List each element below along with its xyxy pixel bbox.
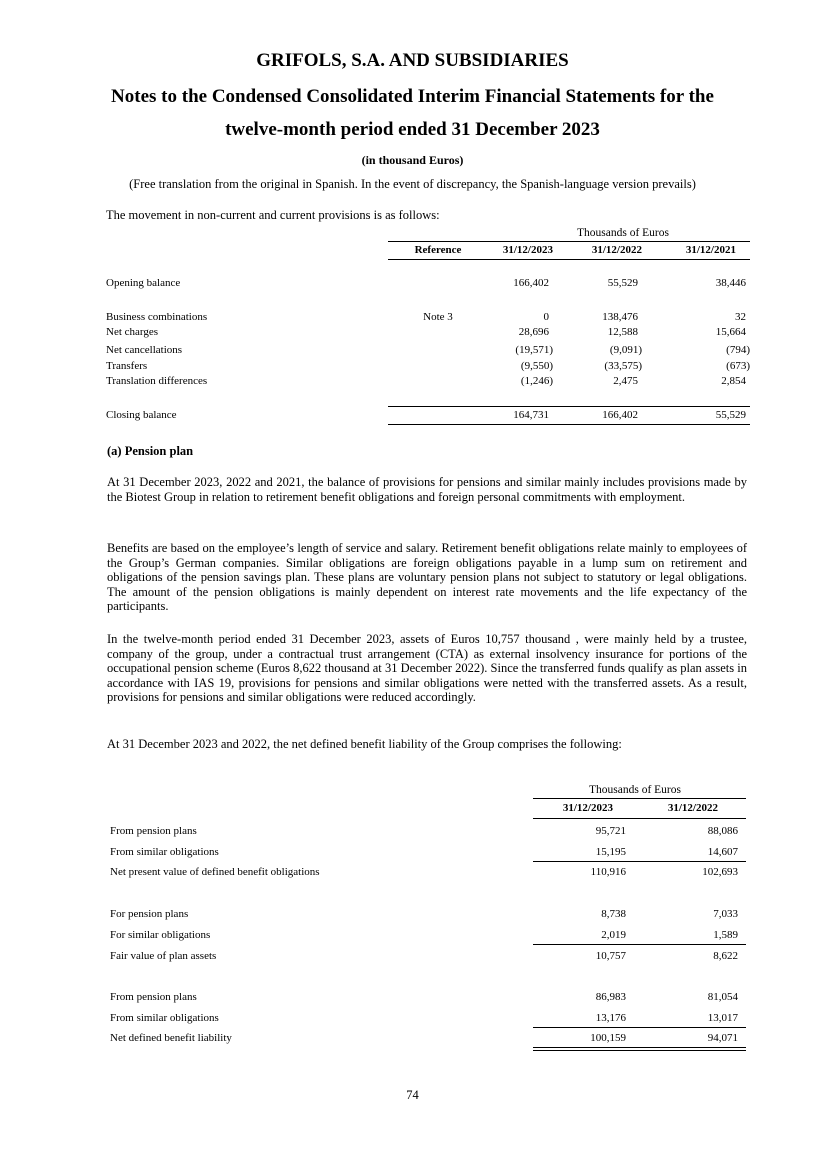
table-cell: 102,693 [702, 866, 738, 878]
subtotal-rule [533, 944, 746, 945]
table-cell: 86,983 [595, 991, 626, 1003]
table-cell: 94,071 [707, 1032, 738, 1044]
group-header-rule [533, 798, 746, 799]
table-row-label: From pension plans [110, 825, 197, 837]
table-row-label: Net defined benefit liability [110, 1032, 232, 1044]
table-cell: (33,575) [604, 360, 642, 372]
table-cell: 15,664 [715, 326, 746, 338]
table-row-label: For pension plans [110, 908, 189, 920]
table-cell: 0 [543, 311, 549, 323]
table-cell: (19,571) [515, 344, 553, 356]
table-row-label: Net present value of defined benefit obligations [110, 866, 320, 878]
total-bottom-rule-2 [533, 1050, 746, 1051]
table-cell: (1,246) [520, 375, 553, 387]
header-bottom-rule [533, 818, 746, 819]
table-cell: 10,757 [595, 950, 626, 962]
table-cell: 8,738 [601, 908, 626, 920]
table-group-header: Thousands of Euros [577, 227, 669, 239]
paragraph-1: At 31 December 2023, 2022 and 2021, the balance of provisions for pensions and similar mainly includes provisions made by the Biotest Group in relation to retirement benefit obligations and foreign personal commitments with employment. [107, 475, 747, 504]
table-row-label: Net cancellations [106, 344, 183, 356]
table-cell: 164,731 [513, 409, 549, 421]
table-cell: 166,402 [513, 277, 549, 289]
table-cell: 2,475 [613, 375, 638, 387]
paragraph-2: Benefits are based on the employee’s length of service and salary. Retirement benefit obligations relate mainly to employees of the Group’s German companies. Similar obligations are foreign obligations payable in a lump sum on retirement and obligations of the pension savings plan. These plans are voluntary pension plans not subject to statutory or legal obligations. The amount of the pension obligations is mainly dependent on interest rate movements and the life expectancy of the participants. [107, 541, 747, 614]
table-cell: 7,033 [713, 908, 738, 920]
table-cell: 1,589 [713, 929, 738, 941]
table-cell: 32 [735, 311, 746, 323]
translation-note: (Free translation from the original in Spanish. In the event of discrepancy, the Spanish-language version prevails) [129, 177, 696, 191]
table-cell: 12,588 [607, 326, 638, 338]
table-cell: 13,017 [707, 1012, 738, 1024]
table-group-header: Thousands of Euros [589, 784, 681, 796]
total-bottom-rule-1 [533, 1047, 746, 1048]
company-name: GRIFOLS, S.A. AND SUBSIDIARIES [256, 50, 569, 71]
table-cell: (794) [726, 344, 750, 356]
column-header-2023: 31/12/2023 [502, 244, 553, 256]
section-heading-pension-plan: (a) Pension plan [107, 444, 194, 458]
table-cell-reference: Note 3 [423, 311, 453, 323]
provisions-intro: The movement in non-current and current provisions is as follows: [106, 208, 440, 222]
column-header-2021: 31/12/2021 [685, 244, 736, 256]
column-header-2023: 31/12/2023 [562, 802, 613, 814]
table-cell: 14,607 [707, 846, 738, 858]
page-title-line-1: Notes to the Condensed Consolidated Interim Financial Statements for the [111, 86, 714, 107]
table-cell: (673) [726, 360, 750, 372]
table-row-label: Transfers [106, 360, 148, 372]
table-row-label: Fair value of plan assets [110, 950, 217, 962]
page-title-line-2: twelve-month period ended 31 December 2023 [225, 119, 600, 140]
table-cell: (9,091) [609, 344, 642, 356]
table-cell: 13,176 [595, 1012, 626, 1024]
table-cell: 28,696 [518, 326, 549, 338]
table-cell: 100,159 [590, 1032, 626, 1044]
table-cell: 55,529 [607, 277, 638, 289]
table-cell: 55,529 [715, 409, 746, 421]
table-cell: 8,622 [713, 950, 738, 962]
column-header-reference: Reference [414, 244, 462, 256]
paragraph-3: In the twelve-month period ended 31 December 2023, assets of Euros 10,757 thousand , were mainly held by a trustee, company of the group, under a contractual trust arrangement (CTA) as external insolvency insurance for portions of the occupational pension scheme (Euros 8,622 thousand at 31 December 2022). Since the transferred funds qualify as plan assets in accordance with IAS 19, provisions for pensions and similar obligations were netted with the transferred assets. As a result, provisions for pensions and similar obligations were reduced accordingly. [107, 632, 747, 705]
table-row-label: Opening balance [106, 277, 181, 289]
table-cell: 95,721 [595, 825, 626, 837]
table-cell: 2,854 [721, 375, 746, 387]
table-row-label: From pension plans [110, 991, 197, 1003]
table-row-label: Business combinations [106, 311, 208, 323]
table-row-label: From similar obligations [110, 846, 219, 858]
total-top-rule [533, 1027, 746, 1028]
units-note: (in thousand Euros) [361, 153, 464, 167]
table-row-label: Closing balance [106, 409, 177, 421]
table-cell: 81,054 [707, 991, 738, 1003]
subtotal-rule [533, 861, 746, 862]
table-row-label: Net charges [106, 326, 159, 338]
table-cell: 138,476 [602, 311, 638, 323]
table-row-label: Translation differences [106, 375, 208, 387]
paragraph-4: At 31 December 2023 and 2022, the net defined benefit liability of the Group comprises the following: [107, 737, 622, 751]
table-cell: 166,402 [602, 409, 638, 421]
table-row-label: For similar obligations [110, 929, 211, 941]
table-cell: 2,019 [601, 929, 626, 941]
table-cell: (9,550) [520, 360, 553, 372]
table-row-label: From similar obligations [110, 1012, 219, 1024]
page-number: 74 [406, 1088, 419, 1102]
table-cell: 15,195 [595, 846, 626, 858]
column-header-2022: 31/12/2022 [591, 244, 642, 256]
table-cell: 38,446 [715, 277, 746, 289]
table-cell: 110,916 [590, 866, 626, 878]
column-header-2022: 31/12/2022 [667, 802, 718, 814]
table-cell: 88,086 [707, 825, 738, 837]
